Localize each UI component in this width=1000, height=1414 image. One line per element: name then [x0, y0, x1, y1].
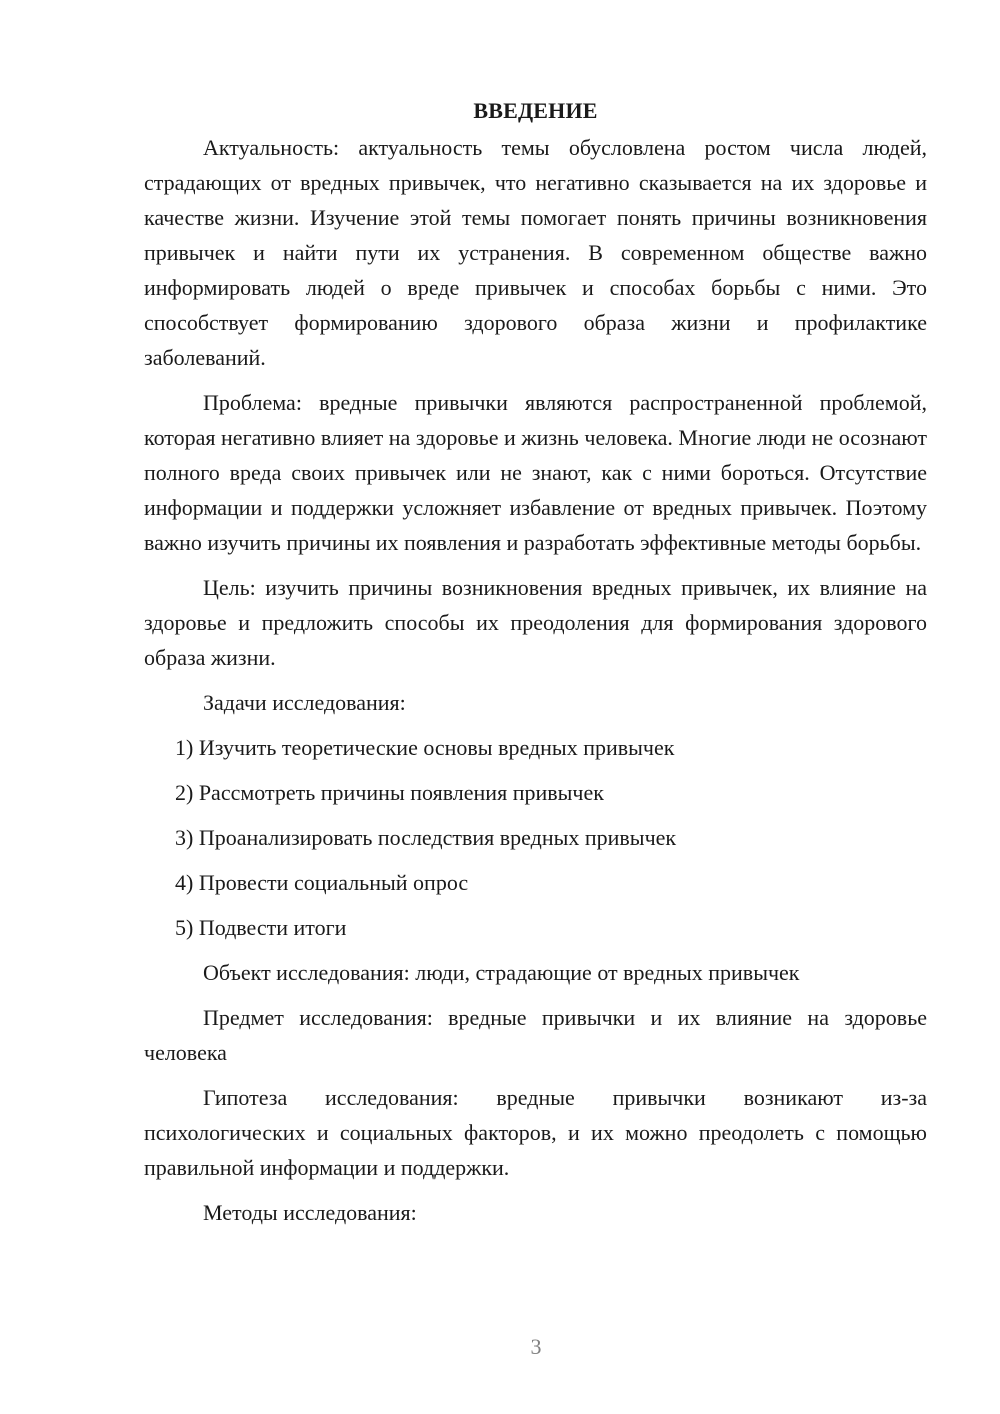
task-item: 4) Провести социальный опрос: [175, 870, 469, 895]
task-item: 1) Изучить теоретические основы вредных привычек: [175, 735, 675, 760]
research-object: Объект исследования: люди, страдающие от вредных привычек: [203, 960, 800, 985]
tasks-heading: Задачи исследования:: [203, 690, 406, 715]
task-item: 3) Проанализировать последствия вредных привычек: [175, 825, 677, 850]
research-hypothesis: Гипотеза исследования: вредные привычки возникают из-за психологических и социальных факторов, и их можно преодолеть с помощью правильной информации и поддержки.: [144, 1085, 927, 1180]
task-item: 5) Подвести итоги: [175, 915, 347, 940]
task-item: 2) Рассмотреть причины появления привычек: [175, 780, 604, 805]
section-heading: ВВЕДЕНИЕ: [473, 98, 598, 123]
problem-paragraph: Проблема: вредные привычки являются распространенной проблемой, которая негативно влияет на здоровье и жизнь человека. Многие люди не осознают полного вреда своих привычек или не знают, как с ними бороться. Отсутствие информации и поддержки усложняет избавление от вредных привычек. Поэтому важно изучить причины их появления и разработать эффективные методы борьбы.: [144, 390, 927, 555]
tasks-list: [144, 730, 927, 945]
methods-heading: Методы исследования:: [203, 1200, 417, 1225]
research-subject: Предмет исследования: вредные привычки и их влияние на здоровье человека: [144, 1005, 927, 1065]
page-number: 3: [530, 1334, 542, 1359]
relevance-paragraph: Актуальность: актуальность темы обусловлена ростом числа людей, страдающих от вредных привычек, что негативно сказывается на их здоровье и качестве жизни. Изучение этой темы помогает понять причины возникновения привычек и найти пути их устранения. В современном обществе важно информировать людей о вреде привычек и способах борьбы с ними. Это способствует формированию здорового образа жизни и профилактике заболеваний.: [144, 135, 927, 370]
document-page: [144, 96, 927, 1240]
goal-paragraph: Цель: изучить причины возникновения вредных привычек, их влияние на здоровье и предложить способы их преодоления для формирования здорового образа жизни.: [144, 575, 927, 670]
